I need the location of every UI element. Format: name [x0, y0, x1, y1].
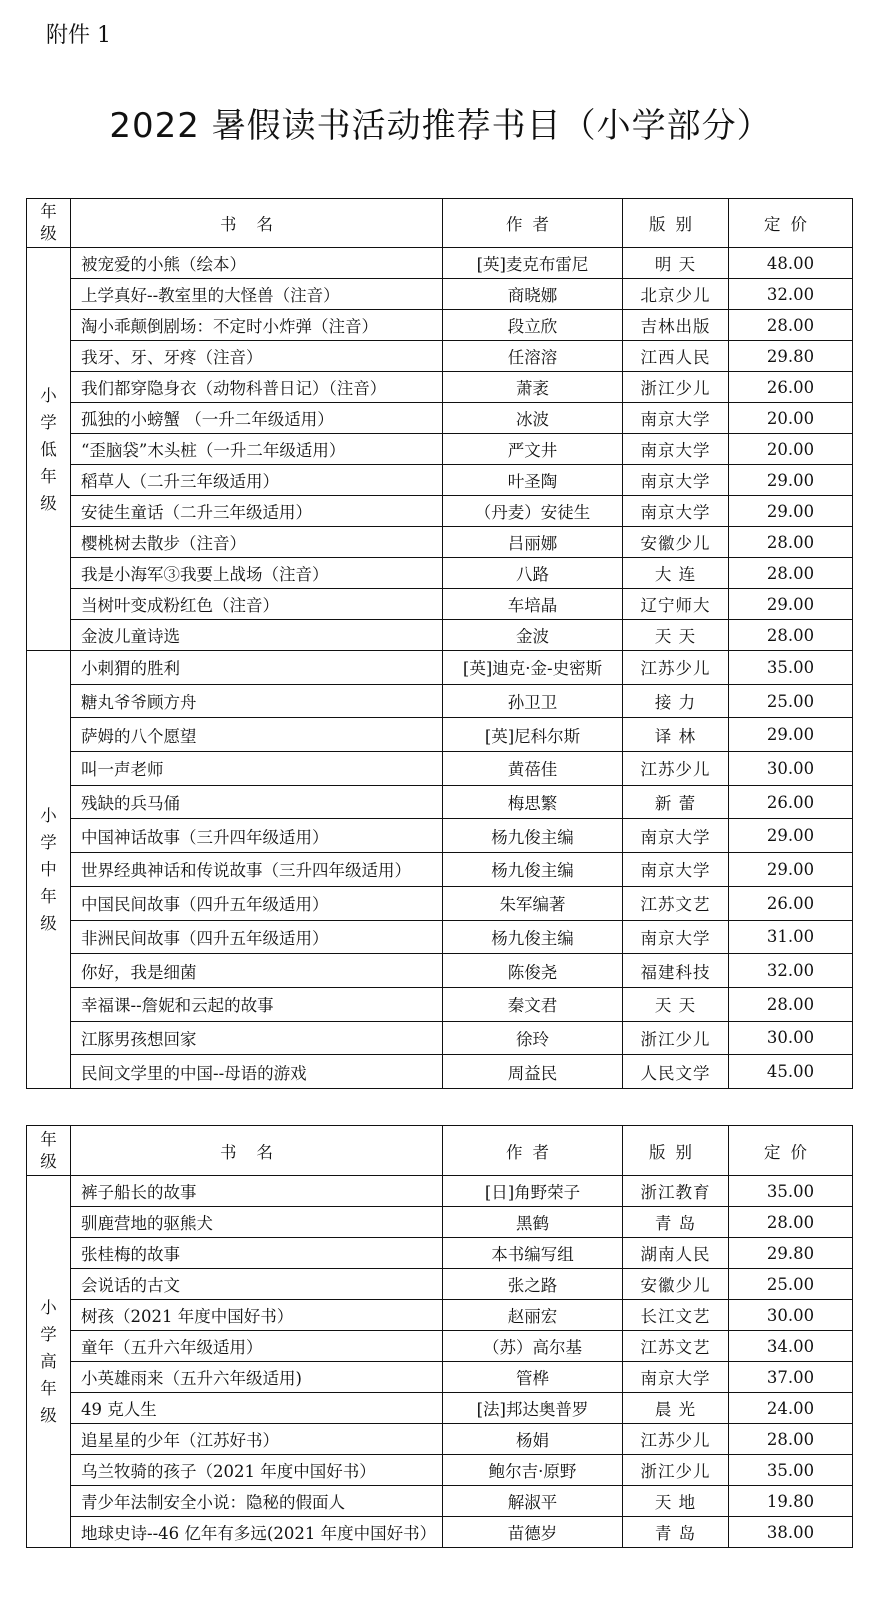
book-publisher: 接 力 [623, 684, 729, 718]
header-publisher: 版别 [623, 199, 729, 248]
book-publisher: 江西人民 [623, 341, 729, 372]
book-publisher: 天 地 [623, 1486, 729, 1517]
book-name: 民间文学里的中国--母语的游戏 [71, 1055, 443, 1089]
book-publisher: 江苏少儿 [623, 651, 729, 685]
book-name: 追星星的少年（江苏好书） [71, 1424, 443, 1455]
header-name: 书名 [71, 1126, 443, 1176]
book-name: 被宠爱的小熊（绘本） [71, 248, 443, 279]
book-author: 金波 [443, 620, 623, 651]
grade-cell: 小学低年级 [27, 248, 71, 651]
header-price: 定价 [729, 1126, 853, 1176]
book-price: 29.00 [729, 853, 853, 887]
header-author: 作者 [443, 199, 623, 248]
book-price: 31.00 [729, 920, 853, 954]
book-name: 我牙、牙、牙疼（注音） [71, 341, 443, 372]
book-name: 非洲民间故事（四升五年级适用） [71, 920, 443, 954]
table-row [27, 1300, 853, 1331]
book-name: 49 克人生 [71, 1393, 443, 1424]
attachment-label: 附件 1 [46, 23, 111, 48]
book-price: 28.00 [729, 558, 853, 589]
book-author: 杨九俊主编 [443, 853, 623, 887]
book-price: 32.00 [729, 279, 853, 310]
table-row [27, 1393, 853, 1424]
book-publisher: 大 连 [623, 558, 729, 589]
book-publisher: 江苏少儿 [623, 752, 729, 786]
book-name: 驯鹿营地的驱熊犬 [71, 1207, 443, 1238]
book-name: 你好，我是细菌 [71, 954, 443, 988]
book-author: 赵丽宏 [443, 1300, 623, 1331]
book-price: 28.00 [729, 1207, 853, 1238]
book-publisher: 吉林出版 [623, 310, 729, 341]
book-price: 29.80 [729, 341, 853, 372]
book-price: 28.00 [729, 987, 853, 1021]
table-row [27, 1021, 853, 1055]
book-price: 25.00 [729, 684, 853, 718]
header-grade: 年级 [27, 199, 71, 248]
table-row [27, 434, 853, 465]
book-author: 孙卫卫 [443, 684, 623, 718]
book-publisher: 人民文学 [623, 1055, 729, 1089]
book-author: （苏）高尔基 [443, 1331, 623, 1362]
table-row [27, 558, 853, 589]
table-row [27, 920, 853, 954]
book-price: 24.00 [729, 1393, 853, 1424]
book-publisher: 南京大学 [623, 1362, 729, 1393]
book-publisher: 南京大学 [623, 434, 729, 465]
book-table-low-mid [26, 198, 853, 1089]
table-row [27, 1269, 853, 1300]
book-name: 树孩（2021 年度中国好书） [71, 1300, 443, 1331]
table-row [27, 527, 853, 558]
book-price: 30.00 [729, 1021, 853, 1055]
table-row [27, 987, 853, 1021]
book-price: 29.80 [729, 1238, 853, 1269]
book-author: 徐玲 [443, 1021, 623, 1055]
book-name: 幸福课--詹妮和云起的故事 [71, 987, 443, 1021]
table-row [27, 886, 853, 920]
book-author: 杨九俊主编 [443, 819, 623, 853]
table-row [27, 248, 853, 279]
table-header-row [27, 1126, 853, 1176]
table-row [27, 589, 853, 620]
table-row [27, 310, 853, 341]
book-price: 38.00 [729, 1517, 853, 1548]
book-author: 管桦 [443, 1362, 623, 1393]
book-publisher: 天 天 [623, 987, 729, 1021]
book-author: 吕丽娜 [443, 527, 623, 558]
book-publisher: 青 岛 [623, 1207, 729, 1238]
book-author: （丹麦）安徒生 [443, 496, 623, 527]
table-row [27, 279, 853, 310]
book-name: 樱桃树去散步（注音） [71, 527, 443, 558]
book-publisher: 江苏文艺 [623, 886, 729, 920]
book-price: 35.00 [729, 651, 853, 685]
book-publisher: 译 林 [623, 718, 729, 752]
book-name: 孤独的小螃蟹 （一升二年级适用） [71, 403, 443, 434]
table-row [27, 372, 853, 403]
book-publisher: 江苏文艺 [623, 1331, 729, 1362]
book-price: 30.00 [729, 752, 853, 786]
book-price: 29.00 [729, 718, 853, 752]
book-author: 萧袤 [443, 372, 623, 403]
book-name: 淘小乖颠倒剧场：不定时小炸弹（注音） [71, 310, 443, 341]
book-publisher: 南京大学 [623, 920, 729, 954]
book-price: 34.00 [729, 1331, 853, 1362]
table-row [27, 403, 853, 434]
book-publisher: 南京大学 [623, 496, 729, 527]
grade-cell: 小学高年级 [27, 1176, 71, 1548]
book-price: 35.00 [729, 1176, 853, 1207]
book-price: 29.00 [729, 589, 853, 620]
book-name: 萨姆的八个愿望 [71, 718, 443, 752]
table-row [27, 1207, 853, 1238]
book-publisher: 浙江少儿 [623, 1021, 729, 1055]
book-author: 杨娟 [443, 1424, 623, 1455]
book-name: “歪脑袋”木头桩（一升二年级适用） [71, 434, 443, 465]
book-name: 乌兰牧骑的孩子（2021 年度中国好书） [71, 1455, 443, 1486]
table-row [27, 718, 853, 752]
book-author: 车培晶 [443, 589, 623, 620]
book-price: 30.00 [729, 1300, 853, 1331]
book-name: 张桂梅的故事 [71, 1238, 443, 1269]
book-author: [法]邦达奥普罗 [443, 1393, 623, 1424]
book-price: 28.00 [729, 620, 853, 651]
book-price: 19.80 [729, 1486, 853, 1517]
book-price: 20.00 [729, 403, 853, 434]
book-author: 鲍尔吉·原野 [443, 1455, 623, 1486]
table-row [27, 1331, 853, 1362]
table-row [27, 1517, 853, 1548]
book-name: 安徒生童话（二升三年级适用） [71, 496, 443, 527]
high-grade-group [27, 1176, 853, 1548]
table-row [27, 620, 853, 651]
table-row [27, 1362, 853, 1393]
book-author: 段立欣 [443, 310, 623, 341]
book-price: 26.00 [729, 886, 853, 920]
low-grade-group [27, 248, 853, 651]
book-name: 我是小海军③我要上战场（注音） [71, 558, 443, 589]
book-name: 世界经典神话和传说故事（三升四年级适用） [71, 853, 443, 887]
book-name: 叫一声老师 [71, 752, 443, 786]
book-name: 青少年法制安全小说：隐秘的假面人 [71, 1486, 443, 1517]
book-name: 上学真好--教室里的大怪兽（注音） [71, 279, 443, 310]
book-publisher: 福建科技 [623, 954, 729, 988]
book-name: 我们都穿隐身衣（动物科普日记）（注音） [71, 372, 443, 403]
book-publisher: 浙江少儿 [623, 372, 729, 403]
header-publisher: 版别 [623, 1126, 729, 1176]
book-price: 29.00 [729, 819, 853, 853]
book-author: 黄蓓佳 [443, 752, 623, 786]
book-name: 会说话的古文 [71, 1269, 443, 1300]
book-name: 残缺的兵马俑 [71, 785, 443, 819]
book-author: 秦文君 [443, 987, 623, 1021]
table-row [27, 1486, 853, 1517]
book-price: 26.00 [729, 372, 853, 403]
book-price: 37.00 [729, 1362, 853, 1393]
book-publisher: 新 蕾 [623, 785, 729, 819]
book-price: 29.00 [729, 496, 853, 527]
book-publisher: 浙江教育 [623, 1176, 729, 1207]
book-author: 冰波 [443, 403, 623, 434]
book-price: 32.00 [729, 954, 853, 988]
table-row [27, 752, 853, 786]
table-row [27, 465, 853, 496]
book-name: 裤子船长的故事 [71, 1176, 443, 1207]
table-row [27, 954, 853, 988]
book-name: 中国神话故事（三升四年级适用） [71, 819, 443, 853]
book-author: 周益民 [443, 1055, 623, 1089]
book-publisher: 晨 光 [623, 1393, 729, 1424]
book-price: 26.00 [729, 785, 853, 819]
book-publisher: 青 岛 [623, 1517, 729, 1548]
book-publisher: 安徽少儿 [623, 527, 729, 558]
book-author: 苗德岁 [443, 1517, 623, 1548]
book-publisher: 辽宁师大 [623, 589, 729, 620]
book-table-high [26, 1125, 853, 1548]
book-price: 28.00 [729, 527, 853, 558]
book-name: 江豚男孩想回家 [71, 1021, 443, 1055]
table-row [27, 1238, 853, 1269]
book-publisher: 湖南人民 [623, 1238, 729, 1269]
book-publisher: 明 天 [623, 248, 729, 279]
book-author: [英]迪克·金-史密斯 [443, 651, 623, 685]
book-price: 25.00 [729, 1269, 853, 1300]
book-author: 黑鹤 [443, 1207, 623, 1238]
book-publisher: 北京少儿 [623, 279, 729, 310]
book-name: 稻草人（二升三年级适用） [71, 465, 443, 496]
book-publisher: 安徽少儿 [623, 1269, 729, 1300]
grade-cell: 小学中年级 [27, 651, 71, 1089]
table-header-row [27, 199, 853, 248]
book-author: 本书编写组 [443, 1238, 623, 1269]
book-name: 童年（五升六年级适用） [71, 1331, 443, 1362]
table-row [27, 341, 853, 372]
book-author: 八路 [443, 558, 623, 589]
book-price: 45.00 [729, 1055, 853, 1089]
header-author: 作者 [443, 1126, 623, 1176]
book-name: 中国民间故事（四升五年级适用） [71, 886, 443, 920]
table-row [27, 496, 853, 527]
book-author: 严文井 [443, 434, 623, 465]
table-row [27, 1176, 853, 1207]
book-name: 当树叶变成粉红色（注音） [71, 589, 443, 620]
header-price: 定价 [729, 199, 853, 248]
book-author: 解淑平 [443, 1486, 623, 1517]
book-price: 28.00 [729, 310, 853, 341]
table-row [27, 785, 853, 819]
book-author: [英]麦克布雷尼 [443, 248, 623, 279]
mid-grade-group [27, 651, 853, 1089]
book-publisher: 南京大学 [623, 819, 729, 853]
book-author: [英]尼科尔斯 [443, 718, 623, 752]
book-author: 梅思繁 [443, 785, 623, 819]
book-author: 杨九俊主编 [443, 920, 623, 954]
book-publisher: 浙江少儿 [623, 1455, 729, 1486]
book-price: 28.00 [729, 1424, 853, 1455]
header-grade: 年级 [27, 1126, 71, 1176]
book-author: 叶圣陶 [443, 465, 623, 496]
book-name: 糖丸爷爷顾方舟 [71, 684, 443, 718]
table-row [27, 1455, 853, 1486]
table-row [27, 1424, 853, 1455]
book-author: [日]角野荣子 [443, 1176, 623, 1207]
book-name: 小英雄雨来（五升六年级适用) [71, 1362, 443, 1393]
book-author: 张之路 [443, 1269, 623, 1300]
book-price: 48.00 [729, 248, 853, 279]
page-title: 2022 暑假读书活动推荐书目（小学部分） [109, 106, 772, 146]
book-publisher: 天 天 [623, 620, 729, 651]
table-row [27, 651, 853, 685]
book-price: 29.00 [729, 465, 853, 496]
book-publisher: 南京大学 [623, 465, 729, 496]
header-name: 书名 [71, 199, 443, 248]
book-author: 任溶溶 [443, 341, 623, 372]
book-publisher: 南京大学 [623, 403, 729, 434]
book-publisher: 南京大学 [623, 853, 729, 887]
book-price: 35.00 [729, 1455, 853, 1486]
book-publisher: 江苏少儿 [623, 1424, 729, 1455]
book-price: 20.00 [729, 434, 853, 465]
book-author: 商晓娜 [443, 279, 623, 310]
book-name: 地球史诗--46 亿年有多远(2021 年度中国好书） [71, 1517, 443, 1548]
book-publisher: 长江文艺 [623, 1300, 729, 1331]
book-author: 朱军编著 [443, 886, 623, 920]
table-row [27, 684, 853, 718]
book-name: 小刺猬的胜利 [71, 651, 443, 685]
book-name: 金波儿童诗选 [71, 620, 443, 651]
book-author: 陈俊尧 [443, 954, 623, 988]
table-row [27, 853, 853, 887]
table-row [27, 1055, 853, 1089]
table-row [27, 819, 853, 853]
